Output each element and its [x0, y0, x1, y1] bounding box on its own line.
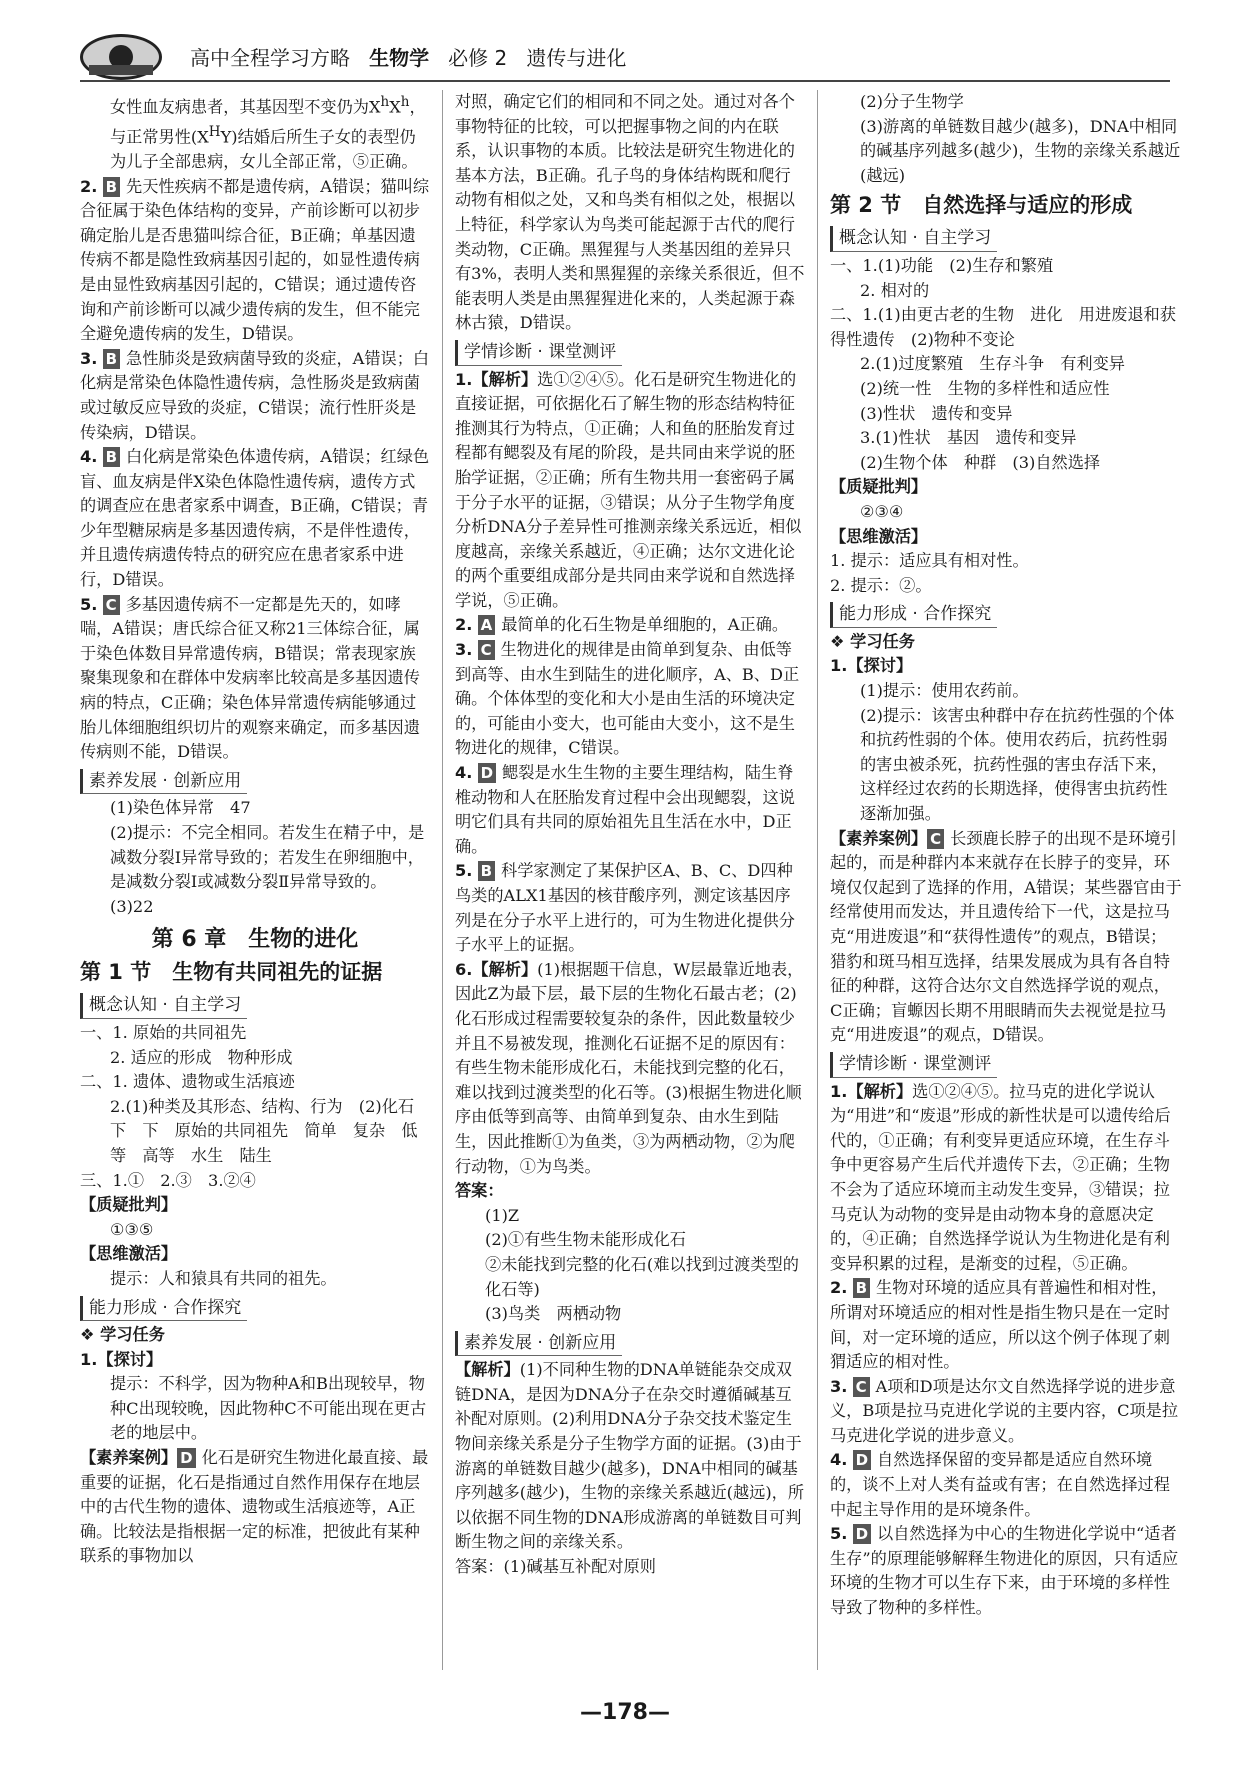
answer-item: 5. B 科学家测定了某保护区A、B、C、D四种鸟类的ALX1基因的核苷酸序列，测定该基因序列是在分子水平上进行的，可为生物进化提供分子水平上的证据。: [455, 861, 795, 955]
answer-item: 2. A 最简单的化石生物是单细胞的，A正确。: [455, 615, 789, 635]
header-title: 高中全程学习方略 生物学 必修 2 遗传与进化: [190, 46, 627, 70]
section-heading: 素养发展 · 创新应用: [80, 769, 247, 795]
paragraph: 对照，确定它们的相同和不同之处。通过对各个事物特征的比较，可以把握事物之间的内在联系，认识事物的本质。比较法是研究生物进化的基本方法，B正确。孔子鸟的身体结构既和爬行动物有相似之处，又和鸟类有相似之处，根据以上特征，科学家认为鸟类可能起源于古代的爬行类动物，C正确。黑猩猩与人类基因组的差异只有3%，表明人类和黑猩猩的亲缘关系很近，但不能表明人类是由黑猩猩进化来的，人类起源于森林古猿，D错误。: [455, 92, 805, 333]
answer-line: 提示：不科学，因为物种A和B出现较早，物种C出现较晚，因此物种C不可能出现在更古老的地层中。: [110, 1374, 427, 1443]
chapter-title: 第 6 章 生物的进化: [151, 927, 359, 953]
answer-line: 2. 相对的: [860, 280, 930, 300]
answer-line: (1)染色体异常 47: [110, 798, 251, 818]
answer-line: (2)提示：不完全相同。若发生在精子中，是减数分裂Ⅰ异常导致的；若发生在卵细胞中，是减数分裂Ⅰ或减数分裂Ⅱ异常导致的。: [110, 823, 425, 892]
answer-line: 1. 提示：适应具有相对性。: [830, 551, 1029, 571]
answer-item: 4. D 鳃裂是水生生物的主要生理结构，陆生脊椎动物和人在胚胎发育过程中会出现鳃裂，这说明它们具有共同的原始祖先且生活在水中，D正确。: [455, 763, 795, 856]
answer-line: 一、1. 原始的共同祖先: [80, 1022, 247, 1042]
section-heading: 能力形成 · 合作探究: [830, 602, 997, 628]
answer-item: 5. C 多基因遗传病不一定都是先天的，如哮喘，A错误；唐氏综合征又称21三体综合征，属于染色体数目异常遗传病，B错误；常表现家族聚集现象和在群体中发病率比较高是多基因遗传病的特点，C正确；染色体异常遗传病能够通过胎儿体细胞组织切片的观察来确定，而多基因遗传病则不能，D错误。: [80, 594, 420, 762]
section-heading: 能力形成 · 合作探究: [80, 1296, 247, 1322]
answer-line: 二、1.(1)由更古老的生物 进化 用进废退和获得性遗传 (2)物种不变论: [830, 305, 1176, 349]
answer-item: 3. C A项和D项是达尔文自然选择学说的进步意义，B项是拉马克进化学说的主要内容，C项是拉马克进化学说的进步意义。: [830, 1376, 1179, 1445]
task-label: ❖ 学习任务: [80, 1325, 165, 1345]
tag-label: 1.【探讨】: [830, 656, 913, 676]
tag-label: 1.【探讨】: [80, 1349, 163, 1369]
answer-line: 答案：(1)碱基互补配对原则: [455, 1557, 656, 1577]
header-rule: [80, 80, 1170, 82]
answer-item: 5. D 以自然选择为中心的生物进化学说中“适者生存”的原理能够解释生物进化的原因，只有适应环境的生物才可以生存下来，由于环境的多样性导致了物种的多样性。: [830, 1524, 1179, 1618]
answer-line: (2)统一性 生物的多样性和适应性: [860, 378, 1110, 398]
answer-item: 4. B 白化病是常染色体遗传病，A错误；红绿色盲、血友病是伴X染色体隐性遗传病，遗传方式的调查应在患者家系中调查，B正确，C错误；青少年型糖尿病是多基因遗传病，不是伴性遗传，并且遗传病遗传特点的研究应在患者家系中进行，D错误。: [80, 447, 430, 590]
answer-line: (3)鸟类 两栖动物: [485, 1304, 622, 1324]
column-divider: [442, 90, 443, 1670]
column-middle: [455, 90, 805, 1580]
answer-line: ②未能找到完整的化石(难以找到过渡类型的化石等): [485, 1254, 799, 1299]
answer-line: (3)性状 遗传和变异: [860, 403, 1013, 423]
answer-item: 6.【解析】(1)根据题干信息，W层最靠近地表，因此Z为最下层，最下层的生物化石最古老；(2)化石形成过程需要较复杂的条件，因此数量较少并且不易被发现，推测化石证据不足的原因有：有些生物未能形成化石，未能找到完整的化石，难以找到过渡类型的化石等。(3)根据生物进化顺序由低等到高等、由简单到复杂、由水生到陆生，因此推断①为鱼类，③为两栖动物，②为爬行动物，①为鸟类。: [455, 959, 804, 1176]
answer-line: (3)游离的单链数目越少(越多)，DNA中相同的碱基序列越多(越少)，生物的亲缘关系越近(越远): [860, 116, 1181, 185]
answer-line: (1)Z: [485, 1205, 520, 1225]
answer-item: 1.【解析】选①②④⑤。化石是研究生物进化的直接证据，可依据化石了解生物的形态结构特征推测其行为特点，①正确；人和鱼的胚胎发育过程都有鳃裂及有尾的阶段，是共同由来学说的胚胎学证据，②正确；所有生物共用一套密码子属于分子水平的证据，③错误；从分子生物学角度分析DNA分子差异性可推测亲缘关系远近，相似度越高，亲缘关系越近，④正确；达尔文进化论的两个重要组成部分是共同由来学说和自然选择学说，⑤正确。: [455, 369, 802, 610]
section-heading: 学情诊断 · 课堂测评: [830, 1052, 997, 1078]
answer-line: 2. 提示：②。: [830, 575, 932, 595]
publisher-logo-icon: [80, 34, 162, 80]
page-header: [80, 30, 1180, 82]
tag-label: 【质疑批判】: [830, 477, 928, 497]
answer-line: 2.(1)过度繁殖 生存斗争 有利变异: [860, 354, 1125, 374]
section-heading: 学情诊断 · 课堂测评: [455, 340, 622, 366]
answer-line: (2)分子生物学: [860, 92, 964, 111]
section-title: 第 2 节 自然选择与适应的形成: [830, 193, 1133, 218]
answer-item: 3. B 急性肺炎是致病菌导致的炎症，A错误；白化病是常染色体隐性遗传病，急性肠炎是致病菌或过敏反应导致的炎症，C错误；流行性肝炎是传染病，D错误。: [80, 348, 430, 442]
tag-label: 【思维激活】: [830, 526, 928, 546]
answer-line: 2. 适应的形成 物种形成: [110, 1047, 293, 1067]
page-number: —178—: [580, 1700, 670, 1725]
case-item: 【素养案例】 D 化石是研究生物进化最直接、最重要的证据，化石是指通过自然作用保存在地层中的古代生物的遗体、遗物或生活痕迹等，A正确。比较法是指根据一定的标准，把彼此有某种联系的事物加以: [80, 1448, 429, 1566]
answer-line: ②③④: [860, 501, 904, 521]
column-divider: [817, 90, 818, 1670]
answer-item: 2. B 先天性疾病不都是遗传病，A错误；猫叫综合征属于染色体结构的变异，产前诊断可以初步确定胎儿是否患猫叫综合征，B正确；单基因遗传病不都是隐性致病基因引起的，如显性遗传病是由显性致病基因引起的，C错误；通过遗传咨询和产前诊断可以减少遗传病的发生，但不能完全避免遗传病的发生，D错误。: [80, 176, 430, 344]
answer-item: 4. D 自然选择保留的变异都是适应自然环境的，谈不上对人类有益或有害；在自然选择过程中起主导作用的是环境条件。: [830, 1450, 1170, 1519]
answer-item: 1.【解析】选①②④⑤。拉马克的进化学说认为“用进”和“废退”形成的新性状是可以遗传给后代的，①正确；有利变异更适应环境，在生存斗争中更容易产生后代并遗传下去，②正确；生物不会为了适应环境而主动发生变异，③错误；拉马克认为动物的变异是由动物本身的意愿决定的，④正确；自然选择学说认为生物进化是有利变异积累的过程，是渐变的过程，⑤正确。: [830, 1081, 1171, 1273]
answer-line: (2)提示：该害虫种群中存在抗药性强的个体和抗药性弱的个体。使用农药后，抗药性弱的害虫被杀死，抗药性强的害虫存活下来，这样经过农药的长期选择，使得害虫抗药性逐渐加强。: [860, 705, 1175, 824]
section-heading: 概念认知 · 自主学习: [830, 226, 997, 252]
answer-line: 二、1. 遗体、遗物或生活痕迹: [80, 1072, 295, 1092]
answer-line: (2)生物个体 种群 (3)自然选择: [860, 452, 1101, 472]
tag-label: 答案：: [455, 1181, 504, 1201]
answer-line: 一、1.(1)功能 (2)生存和繁殖: [830, 255, 1054, 275]
section-heading: 概念认知 · 自主学习: [80, 993, 247, 1019]
answer-line: 2.(1)种类及其形态、结构、行为 (2)化石 下 下 原始的共同祖先 简单 复杂 低等 高等 水生 陆生: [110, 1096, 431, 1165]
answer-line: 提示：人和猿具有共同的祖先。: [110, 1268, 337, 1288]
column-left: [80, 90, 430, 1569]
answer-line: 3.(1)性状 基因 遗传和变异: [860, 428, 1077, 448]
answer-line: (2)①有些生物未能形成化石: [485, 1230, 686, 1250]
answer-line: (1)提示：使用农药前。: [860, 681, 1029, 701]
section-heading: 素养发展 · 创新应用: [455, 1331, 622, 1357]
answer-line: (3)22: [110, 896, 154, 916]
tag-label: 【质疑批判】: [80, 1195, 178, 1215]
paragraph: 女性血友病患者，其基因型不变仍为$X^hX^h$，与正常男性$(X^HY)$结婚后所生子女的表型仍为儿子全部患病，女儿全部正常，⑤正确。: [110, 94, 426, 171]
answer-line: ①③⑤: [110, 1219, 154, 1239]
section-title: 第 1 节 生物有共同祖先的证据: [80, 960, 383, 985]
answer-item: 3. C 生物进化的规律是由简单到复杂、由低等到高等、由水生到陆生的进化顺序，A、B、D正确。个体体型的变化和大小是由生活的环境决定的，可能由小变大，也可能由大变小，这不是生物进化的规律，C错误。: [455, 640, 800, 758]
answer-item: 【解析】(1)不同种生物的DNA单链能杂交成双链DNA，是因为DNA分子在杂交时遵循碱基互补配对原则。(2)利用DNA分子杂交技术鉴定生物间亲缘关系是分子生物学方面的证据。(3)由于游离的单链数目越少(越多)，DNA中相同的碱基序列越多(越少)，生物的亲缘关系越近(越远)，所以依据不同生物的DNA形成游离的单链数目可判断生物之间的亲缘关系。: [455, 1360, 805, 1552]
tag-label: 【思维激活】: [80, 1244, 178, 1264]
answer-line: 三、1.① 2.③ 3.②④: [80, 1170, 256, 1190]
answer-item: 2. B 生物对环境的适应具有普遍性和相对性，所谓对环境适应的相对性是指生物只是在一定时间，对一定环境的适应，所以这个例子体现了刺猬适应的相对性。: [830, 1278, 1170, 1372]
task-label: ❖ 学习任务: [830, 631, 915, 651]
column-right: [830, 90, 1182, 1621]
case-item: 【素养案例】 C 长颈鹿长脖子的出现不是环境引起的，而是种群内本来就存在长脖子的变异，环境仅仅起到了选择的作用，A错误；某些器官由于经常使用而发达，并且遗传给下一代，这是拉马克“用进废退”和“获得性遗传”的观点，B错误；猎豹和斑马相互选择，结果发展成为具有各自特征的种群，这符合达尔文自然选择学说的观点，C正确；盲螈因长期不用眼睛而失去视觉是拉马克“用进废退”的观点，D错误。: [830, 828, 1182, 1045]
